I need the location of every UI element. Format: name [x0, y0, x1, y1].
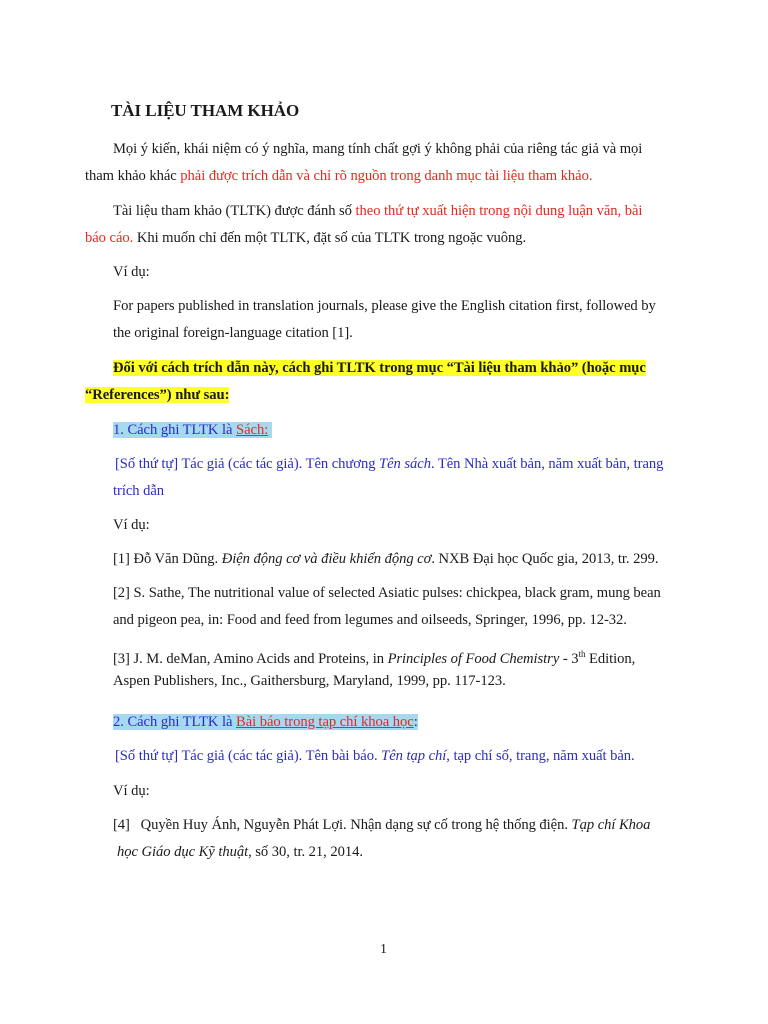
- section-1-example-label: Ví dụ:: [113, 517, 150, 533]
- reference-4-details: , số 30, tr. 21, 2014.: [248, 844, 363, 860]
- highlighted-text: “References”) như sau:: [85, 387, 230, 403]
- highlighted-text: Đối với cách trích dẫn này, cách ghi TLTK trong mục “Tài liệu tham khảo” (hoặc mục: [113, 360, 646, 376]
- reference-3-edition: - 3: [559, 650, 579, 667]
- format-book-title: Tên sách: [379, 456, 431, 472]
- english-paragraph-line-2: the original foreign-language citation [1].: [113, 325, 353, 341]
- section-2-heading-prefix: 2. Cách ghi TLTK là: [113, 714, 237, 730]
- reference-4-line-2: [117, 842, 363, 862]
- numbering-rule-text: theo thứ tự xuất hiện trong nội dung luận văn, bài: [355, 203, 643, 219]
- intro-paragraph-1-line-2: [85, 166, 592, 186]
- reference-3-book-title: Principles of Food Chemistry: [387, 650, 560, 667]
- section-1-format-line-2: trích dẫn: [113, 483, 165, 499]
- reference-4-line-1: [113, 815, 677, 835]
- intro-text: tham khảo khác: [85, 168, 181, 184]
- intro-paragraph-2-line-2: [85, 228, 526, 248]
- format-text: . Tên Nhà xuất bản, năm xuất bản, trang: [430, 456, 664, 472]
- section-2-heading-text: [113, 714, 418, 730]
- section-1-heading-prefix: 1. Cách ghi TLTK là: [113, 422, 237, 438]
- reference-1-author: [1] Đỗ Văn Dũng.: [113, 551, 222, 567]
- numbering-rule-text: báo cáo.: [85, 230, 134, 246]
- reference-1: [113, 549, 658, 569]
- format-journal-name: Tên tạp chí: [381, 748, 447, 764]
- format-text: [Số thứ tự] Tác giả (các tác giả). Tên bài báo.: [115, 748, 382, 764]
- intro-paragraph-1-line-1: Mọi ý kiến, khái niệm có ý nghĩa, mang tính chất gợi ý không phải của riêng tác giả và mọi: [113, 141, 643, 157]
- english-paragraph-line-1: For papers published in translation journals, please give the English citation first, followed by: [113, 298, 656, 314]
- reference-4-journal-cont: học Giáo dục Kỹ thuật: [117, 844, 249, 860]
- section-1-heading: [113, 420, 272, 440]
- reference-4-journal: Tạp chí Khoa: [571, 817, 651, 833]
- citation-requirement-text: phải được trích dẫn và chỉ rõ nguồn trong danh mục tài liệu tham khảo.: [180, 168, 593, 184]
- section-1-format-line-1: [115, 454, 677, 474]
- reference-1-title: Điện động cơ và điều khiển động cơ: [221, 551, 432, 567]
- section-1-heading-text: [113, 422, 272, 438]
- section-2-heading: [113, 712, 418, 732]
- format-text: [Số thứ tự] Tác giả (các tác giả). Tên chương: [115, 456, 380, 472]
- intro-text: Tài liệu tham khảo (TLTK) được đánh số: [113, 203, 356, 219]
- section-2-heading-link[interactable]: Bài báo trong tạp chí khoa học: [236, 714, 414, 730]
- format-text: , tạp chí số, trang, năm xuất bản.: [446, 748, 635, 764]
- example-label: Ví dụ:: [113, 264, 150, 280]
- reference-3-edition-word: Edition,: [585, 650, 636, 667]
- section-2-example-label: Ví dụ:: [113, 783, 150, 799]
- intro-paragraph-2-line-1: [113, 201, 677, 221]
- page-number: 1: [380, 942, 387, 957]
- reference-1-publisher: . NXB Đại học Quốc gia, 2013, tr. 299.: [431, 551, 659, 567]
- section-1-heading-link[interactable]: Sách:: [236, 422, 269, 438]
- section-2-heading-suffix: :: [413, 714, 418, 730]
- section-2-format-line: [115, 746, 635, 766]
- intro-text: Khi muốn chỉ đến một TLTK, đặt số của TLTK trong ngoặc vuông.: [133, 230, 527, 246]
- page-title: TÀI LIỆU THAM KHẢO: [111, 101, 300, 120]
- reference-3-line-1: [113, 644, 677, 669]
- highlighted-instruction-line-1: [113, 358, 677, 378]
- reference-4-text: [4] Quyền Huy Ánh, Nguyễn Phát Lợi. Nhận dạng sự cố trong hệ thống điện.: [113, 817, 572, 833]
- reference-3-author: [3] J. M. deMan, Amino Acids and Proteins, in: [113, 650, 388, 667]
- reference-2-line-2: and pigeon pea, in: Food and feed from legumes and oilseeds, Springer, 1996, pp. 12-32.: [113, 612, 627, 628]
- reference-3-edition-sup: th: [578, 649, 586, 659]
- reference-2-line-1: [2] S. Sathe, The nutritional value of selected Asiatic pulses: chickpea, black gram, mung bean: [113, 585, 661, 601]
- reference-3-line-2: Aspen Publishers, Inc., Gaithersburg, Maryland, 1999, pp. 117-123.: [113, 673, 506, 689]
- highlighted-instruction-line-2: [85, 385, 229, 405]
